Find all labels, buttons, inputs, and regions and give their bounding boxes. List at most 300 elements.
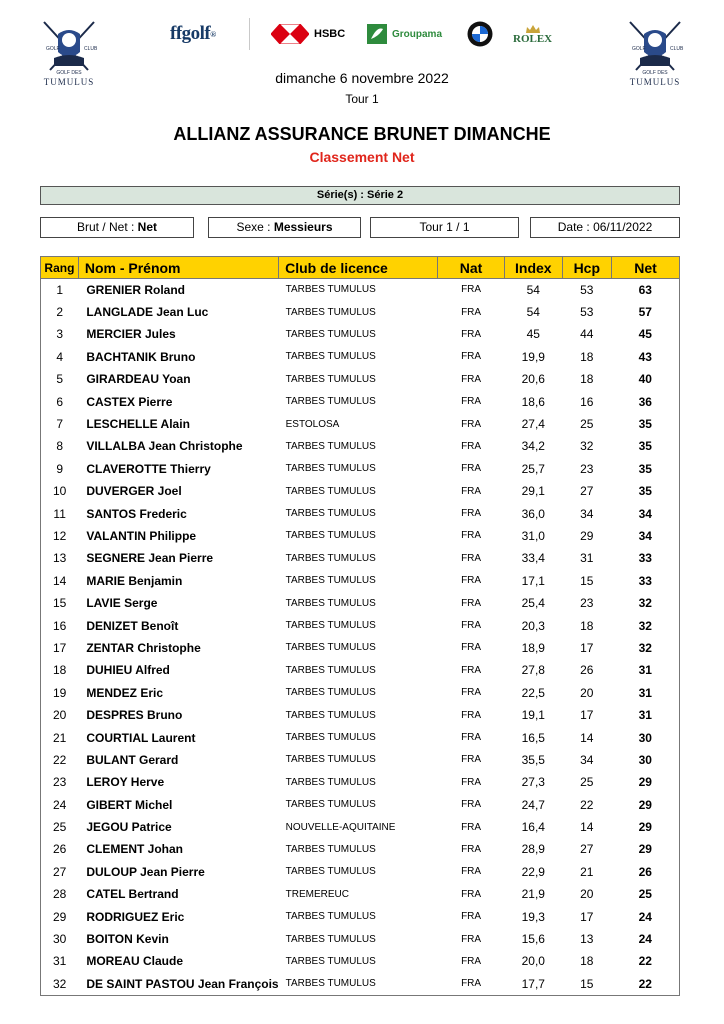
- brut-net-box: [40, 217, 194, 238]
- rang-cell: 2: [41, 301, 79, 323]
- player-name-cell: MERCIER Jules: [86, 327, 176, 342]
- club-cell: TARBES TUMULUS: [285, 955, 376, 967]
- nat-cell: FRA: [461, 732, 482, 743]
- club-cell: TARBES TUMULUS: [285, 485, 376, 497]
- nat-cell: FRA: [461, 552, 482, 564]
- table-row: [41, 704, 680, 726]
- nat-cell: FRA: [461, 328, 482, 340]
- table-row: [41, 368, 680, 390]
- player-name-cell: JEGOU Patrice: [86, 820, 172, 835]
- col-header-index: Index: [505, 257, 563, 279]
- index-cell: 15,6: [521, 932, 545, 947]
- player-name-cell: BULANT Gerard: [86, 752, 179, 767]
- nat-cell: FRA: [438, 973, 505, 995]
- player-name-cell: DENIZET Benoît: [86, 618, 179, 633]
- rang-cell: 6: [41, 390, 79, 412]
- hcp-cell: 23: [580, 461, 594, 476]
- net-score-cell: 22: [612, 973, 680, 995]
- player-name-cell: CLAVEROTTE Thierry: [86, 461, 211, 476]
- player-name-cell: RODRIGUEZ Eric: [86, 909, 185, 924]
- rang-cell: 14: [41, 570, 79, 592]
- net-score-cell: 29: [612, 838, 680, 860]
- table-row: [41, 928, 680, 950]
- rolex-text: ROLEX: [513, 32, 553, 45]
- table-row: [41, 458, 680, 480]
- nat-cell: FRA: [461, 933, 482, 945]
- table-row: [41, 346, 680, 368]
- table-row: [41, 435, 680, 457]
- net-score-cell: 63: [612, 279, 680, 301]
- table-row: [41, 659, 680, 681]
- nat-cell: FRA: [461, 530, 482, 542]
- col-header-net: Net: [612, 257, 680, 279]
- rang-cell: 19: [41, 682, 79, 704]
- club-logo-under: GOLF DES: [642, 70, 668, 76]
- nat-cell: FRA: [461, 284, 482, 296]
- club-cell: NOUVELLE-AQUITAINE: [285, 821, 396, 833]
- player-name-cell: DESPRES Bruno: [86, 708, 183, 723]
- index-cell: 17,1: [521, 573, 545, 588]
- club-logo-icon: [38, 18, 100, 76]
- date-box: Date : 06/11/2022: [530, 217, 680, 238]
- index-cell: 31,0: [521, 528, 545, 543]
- hcp-cell: 17: [580, 708, 594, 723]
- net-score-cell: 22: [612, 950, 680, 972]
- index-cell: 33,4: [521, 551, 545, 566]
- club-cell: TARBES TUMULUS: [285, 440, 376, 452]
- table-row: [41, 950, 680, 972]
- nat-cell: FRA: [461, 955, 482, 967]
- club-logo-small-left: GOLF: [46, 46, 60, 52]
- nat-cell: FRA: [461, 799, 482, 811]
- player-name-cell: COURTIAL Laurent: [86, 730, 196, 745]
- club-cell: TARBES TUMULUS: [285, 664, 376, 676]
- rang-cell: 17: [41, 637, 79, 659]
- rang-cell: 23: [41, 771, 79, 793]
- nat-cell: FRA: [461, 664, 482, 676]
- rang-cell: 3: [41, 323, 79, 345]
- net-score-cell: 26: [612, 861, 680, 883]
- hcp-cell: 21: [580, 864, 594, 879]
- rang-cell: 27: [41, 861, 79, 883]
- hcp-cell: 53: [580, 282, 594, 297]
- rang-cell: 18: [41, 659, 79, 681]
- net-score-cell: 32: [612, 637, 680, 659]
- bmw-logo: [467, 14, 493, 54]
- table-row: [41, 838, 680, 860]
- club-logo-text: TUMULUS: [43, 77, 95, 87]
- table-row: [41, 861, 680, 883]
- rang-cell: 20: [41, 704, 79, 726]
- col-header-hcp: Hcp: [562, 257, 611, 279]
- net-score-cell: 24: [612, 928, 680, 950]
- hcp-cell: 34: [580, 506, 594, 521]
- player-name-cell: SEGNERE Jean Pierre: [86, 551, 214, 566]
- index-cell: 16,4: [521, 820, 545, 835]
- event-tour: Tour 1: [345, 92, 379, 106]
- nat-cell: FRA: [461, 888, 482, 900]
- index-cell: 25,4: [521, 596, 545, 611]
- player-name-cell: MARIE Benjamin: [86, 573, 183, 588]
- club-cell: TARBES TUMULUS: [279, 973, 438, 995]
- club-logo-small-right: CLUB: [670, 46, 684, 52]
- net-score-cell: 29: [612, 771, 680, 793]
- hcp-cell: 17: [580, 909, 594, 924]
- index-cell: 29,1: [521, 484, 545, 499]
- nat-cell: FRA: [461, 620, 482, 632]
- player-name-cell: DULOUP Jean Pierre: [86, 864, 205, 879]
- index-cell: 36,0: [521, 506, 545, 521]
- club-cell: TARBES TUMULUS: [285, 552, 376, 564]
- index-cell: 35,5: [521, 752, 545, 767]
- club-cell: TARBES TUMULUS: [285, 351, 376, 363]
- rang-cell: 11: [41, 502, 79, 524]
- table-row: [41, 637, 680, 659]
- index-cell: 19,9: [521, 349, 545, 364]
- nat-cell: FRA: [461, 418, 482, 430]
- tour-box: Tour 1 / 1: [370, 217, 519, 238]
- sexe-value: Messieurs: [273, 220, 333, 234]
- hcp-cell: 53: [580, 305, 594, 320]
- club-cell: TARBES TUMULUS: [285, 328, 376, 340]
- nat-cell: FRA: [461, 911, 482, 923]
- player-name-cell: GIBERT Michel: [86, 797, 173, 812]
- hcp-cell: 18: [580, 618, 594, 633]
- index-cell: 22,9: [521, 864, 545, 879]
- index-cell: 27,8: [521, 663, 545, 678]
- hcp-cell: 16: [580, 394, 594, 409]
- player-name-cell: CLEMENT Johan: [86, 842, 183, 857]
- club-cell: TARBES TUMULUS: [285, 306, 376, 318]
- rang-cell: 5: [41, 368, 79, 390]
- table-row: [41, 771, 680, 793]
- table-row: [41, 726, 680, 748]
- hcp-cell: 20: [580, 887, 594, 902]
- club-cell: TARBES TUMULUS: [285, 776, 376, 788]
- net-score-cell: 25: [612, 883, 680, 905]
- rolex-logo: [513, 14, 552, 54]
- hcp-cell: 34: [580, 752, 594, 767]
- player-name-cell: DUVERGER Joel: [86, 484, 182, 499]
- index-cell: 34,2: [521, 439, 545, 454]
- table-row: [41, 413, 680, 435]
- index-cell: 54: [526, 305, 540, 320]
- player-name-cell: BOITON Kevin: [86, 932, 169, 947]
- net-score-cell: 57: [612, 301, 680, 323]
- index-cell: 20,6: [521, 372, 545, 387]
- player-name-cell: SANTOS Frederic: [86, 506, 187, 521]
- nat-cell: FRA: [461, 709, 482, 721]
- rang-cell: 4: [41, 346, 79, 368]
- rang-cell: 26: [41, 838, 79, 860]
- club-cell: TARBES TUMULUS: [285, 373, 376, 385]
- net-score-cell: 43: [612, 346, 680, 368]
- club-cell: TARBES TUMULUS: [285, 687, 376, 699]
- club-cell: TARBES TUMULUS: [285, 284, 376, 296]
- player-name-cell: VILLALBA Jean Christophe: [86, 439, 243, 454]
- rang-cell: 24: [41, 793, 79, 815]
- rang-cell: 12: [41, 525, 79, 547]
- player-name-cell: LEROY Herve: [86, 775, 165, 790]
- hcp-cell: 26: [580, 663, 594, 678]
- hcp-cell: 14: [580, 730, 594, 745]
- player-name-cell: CATEL Bertrand: [86, 887, 179, 902]
- table-row: [41, 279, 680, 301]
- groupama-text: Groupama: [392, 28, 443, 40]
- club-cell: TARBES TUMULUS: [285, 463, 376, 475]
- ffgolf-logo: [170, 14, 216, 54]
- player-name-cell: LANGLADE Jean Luc: [86, 305, 209, 320]
- hcp-cell: 27: [580, 484, 594, 499]
- hcp-cell: 13: [580, 932, 594, 947]
- club-cell: TARBES TUMULUS: [285, 597, 376, 609]
- net-score-cell: 31: [612, 682, 680, 704]
- player-name-cell: MOREAU Claude: [86, 954, 184, 969]
- hcp-cell: 25: [580, 775, 594, 790]
- serie-bar: Série(s) : Série 2: [40, 186, 680, 205]
- rang-cell: 32: [41, 973, 79, 995]
- nat-cell: FRA: [461, 306, 482, 318]
- rang-cell: 16: [41, 614, 79, 636]
- club-cell: TARBES TUMULUS: [285, 508, 376, 520]
- hcp-cell: 44: [580, 327, 594, 342]
- nat-cell: FRA: [461, 687, 482, 699]
- hcp-cell: 18: [580, 372, 594, 387]
- bmw-roundel-icon: [467, 21, 493, 47]
- rang-cell: 10: [41, 480, 79, 502]
- nat-cell: FRA: [461, 866, 482, 878]
- results-table: [40, 256, 680, 996]
- nat-cell: FRA: [461, 776, 482, 788]
- table-row: [41, 502, 680, 524]
- player-name-cell: ZENTAR Christophe: [86, 640, 201, 655]
- col-header-nom: Nom - Prénom: [78, 257, 278, 279]
- hcp-cell: 15: [580, 573, 594, 588]
- player-name-cell: LESCHELLE Alain: [86, 417, 190, 432]
- competition-title: ALLIANZ ASSURANCE BRUNET DIMANCHE: [173, 124, 551, 144]
- nat-cell: FRA: [461, 754, 482, 766]
- hcp-cell: 22: [580, 797, 594, 812]
- index-cell: 25,7: [521, 461, 545, 476]
- club-cell: ESTOLOSA: [285, 418, 340, 430]
- player-name-cell: LAVIE Serge: [86, 596, 158, 611]
- club-cell: TARBES TUMULUS: [285, 754, 376, 766]
- nat-cell: FRA: [461, 843, 482, 855]
- nat-cell: FRA: [461, 821, 482, 833]
- index-cell: 20,0: [521, 954, 545, 969]
- nat-cell: FRA: [461, 642, 482, 654]
- club-cell: TARBES TUMULUS: [285, 620, 376, 632]
- hsbc-hexagon-icon: [271, 24, 309, 44]
- index-cell: 16,5: [521, 730, 545, 745]
- nat-cell: FRA: [461, 575, 482, 587]
- groupama-logo: [367, 14, 442, 54]
- table-row: [41, 570, 680, 592]
- player-name-cell: BACHTANIK Bruno: [86, 349, 196, 364]
- nat-cell: FRA: [461, 396, 482, 408]
- table-row: [41, 525, 680, 547]
- player-name-cell: DUHIEU Alfred: [86, 663, 170, 678]
- hcp-cell: 27: [580, 842, 594, 857]
- table-row: [41, 749, 680, 771]
- net-score-cell: 30: [612, 726, 680, 748]
- index-cell: 27,4: [521, 417, 545, 432]
- index-cell: 20,3: [521, 618, 545, 633]
- rang-cell: 22: [41, 749, 79, 771]
- net-score-cell: 24: [612, 905, 680, 927]
- player-name-cell: DE SAINT PASTOU Jean François: [78, 973, 278, 995]
- player-name-cell: GIRARDEAU Yoan: [86, 372, 191, 387]
- hcp-cell: 25: [580, 417, 594, 432]
- table-row: [41, 592, 680, 614]
- rang-cell: 13: [41, 547, 79, 569]
- index-cell: 54: [526, 282, 540, 297]
- nat-cell: FRA: [461, 485, 482, 497]
- net-score-cell: 35: [612, 435, 680, 457]
- table-row: [41, 905, 680, 927]
- table-header-row: [41, 257, 680, 279]
- index-cell: 19,1: [521, 708, 545, 723]
- rang-cell: 8: [41, 435, 79, 457]
- nat-cell: FRA: [461, 508, 482, 520]
- nat-cell: FRA: [461, 351, 482, 363]
- brut-net-value: Net: [137, 220, 158, 234]
- net-score-cell: 40: [612, 368, 680, 390]
- table-row: [41, 301, 680, 323]
- club-cell: TARBES TUMULUS: [285, 866, 376, 878]
- net-score-cell: 33: [612, 547, 680, 569]
- hsbc-text: HSBC: [314, 28, 346, 40]
- table-row: [41, 390, 680, 412]
- ffgolf-mark: ®: [210, 29, 216, 39]
- table-row: [41, 323, 680, 345]
- club-cell: TARBES TUMULUS: [285, 709, 376, 721]
- table-row: [41, 547, 680, 569]
- net-score-cell: 35: [612, 480, 680, 502]
- ranking-type: Classement Net: [309, 149, 415, 165]
- nat-cell: FRA: [461, 440, 482, 452]
- player-name-cell: GRENIER Roland: [86, 282, 185, 297]
- nat-cell: FRA: [461, 373, 482, 385]
- rang-cell: 7: [41, 413, 79, 435]
- net-score-cell: 29: [612, 816, 680, 838]
- net-score-cell: 35: [612, 458, 680, 480]
- club-cell: TARBES TUMULUS: [285, 843, 376, 855]
- rang-cell: 1: [41, 279, 79, 301]
- index-cell: 19,3: [521, 909, 545, 924]
- club-cell: TARBES TUMULUS: [285, 933, 376, 945]
- table-row: [41, 816, 680, 838]
- hcp-cell: 29: [580, 528, 594, 543]
- table-row: [41, 973, 680, 995]
- col-header-nat: Nat: [438, 257, 505, 279]
- hcp-cell: 15: [562, 973, 611, 995]
- sexe-box: [208, 217, 361, 238]
- hcp-cell: 17: [580, 640, 594, 655]
- index-cell: 45: [526, 327, 540, 342]
- net-score-cell: 31: [612, 659, 680, 681]
- club-cell: TARBES TUMULUS: [285, 911, 376, 923]
- nat-cell: FRA: [461, 463, 482, 475]
- hcp-cell: 31: [580, 551, 594, 566]
- index-cell: 27,3: [521, 775, 545, 790]
- net-score-cell: 35: [612, 413, 680, 435]
- index-cell: 22,5: [521, 685, 545, 700]
- net-score-cell: 32: [612, 592, 680, 614]
- hcp-cell: 32: [580, 439, 594, 454]
- hcp-cell: 18: [580, 954, 594, 969]
- table-row: [41, 480, 680, 502]
- table-row: [41, 883, 680, 905]
- index-cell: 17,7: [505, 973, 563, 995]
- table-row: [41, 614, 680, 636]
- rang-cell: 21: [41, 726, 79, 748]
- net-score-cell: 33: [612, 570, 680, 592]
- net-score-cell: 36: [612, 390, 680, 412]
- hsbc-logo: [271, 14, 345, 54]
- rang-cell: 15: [41, 592, 79, 614]
- hcp-cell: 14: [580, 820, 594, 835]
- sexe-label: Sexe :: [236, 220, 271, 234]
- club-cell: TREMEREUC: [285, 888, 349, 900]
- club-logo-small-right: CLUB: [84, 46, 98, 52]
- table-row: [41, 793, 680, 815]
- rang-cell: 29: [41, 905, 79, 927]
- hcp-cell: 23: [580, 596, 594, 611]
- net-score-cell: 30: [612, 749, 680, 771]
- club-logo-under: GOLF DES: [56, 70, 82, 76]
- player-name-cell: VALANTIN Philippe: [86, 528, 197, 543]
- net-score-cell: 29: [612, 793, 680, 815]
- player-name-cell: MENDEZ Eric: [86, 685, 164, 700]
- rang-cell: 31: [41, 950, 79, 972]
- net-score-cell: 34: [612, 502, 680, 524]
- rang-cell: 30: [41, 928, 79, 950]
- brut-net-label: Brut / Net :: [76, 220, 135, 234]
- index-cell: 24,7: [521, 797, 545, 812]
- table-row: [41, 682, 680, 704]
- index-cell: 18,6: [521, 394, 545, 409]
- groupama-leaf-icon: [367, 24, 387, 44]
- index-cell: 21,9: [521, 887, 545, 902]
- nat-cell: FRA: [461, 597, 482, 609]
- club-cell: TARBES TUMULUS: [285, 530, 376, 542]
- rang-cell: 9: [41, 458, 79, 480]
- club-logo-text: TUMULUS: [629, 77, 681, 87]
- club-cell: TARBES TUMULUS: [285, 575, 376, 587]
- ffgolf-text: ffgolf: [170, 23, 211, 44]
- net-score-cell: 31: [612, 704, 680, 726]
- player-name-cell: CASTEX Pierre: [86, 394, 173, 409]
- rang-cell: 28: [41, 883, 79, 905]
- event-date: dimanche 6 novembre 2022: [275, 70, 449, 86]
- club-cell: TARBES TUMULUS: [285, 396, 376, 408]
- index-cell: 18,9: [521, 640, 545, 655]
- net-score-cell: 32: [612, 614, 680, 636]
- club-cell: TARBES TUMULUS: [285, 732, 376, 743]
- col-header-rang: Rang: [41, 257, 79, 279]
- rang-cell: 25: [41, 816, 79, 838]
- hcp-cell: 18: [580, 349, 594, 364]
- col-header-club: Club de licence: [279, 257, 438, 279]
- club-cell: TARBES TUMULUS: [285, 642, 376, 654]
- index-cell: 28,9: [521, 842, 545, 857]
- club-cell: TARBES TUMULUS: [285, 799, 376, 811]
- sponsor-divider: [249, 18, 250, 50]
- club-logo-small-left: GOLF: [632, 46, 646, 52]
- sponsor-banner: [155, 14, 575, 54]
- rolex-crown-icon: [525, 24, 541, 34]
